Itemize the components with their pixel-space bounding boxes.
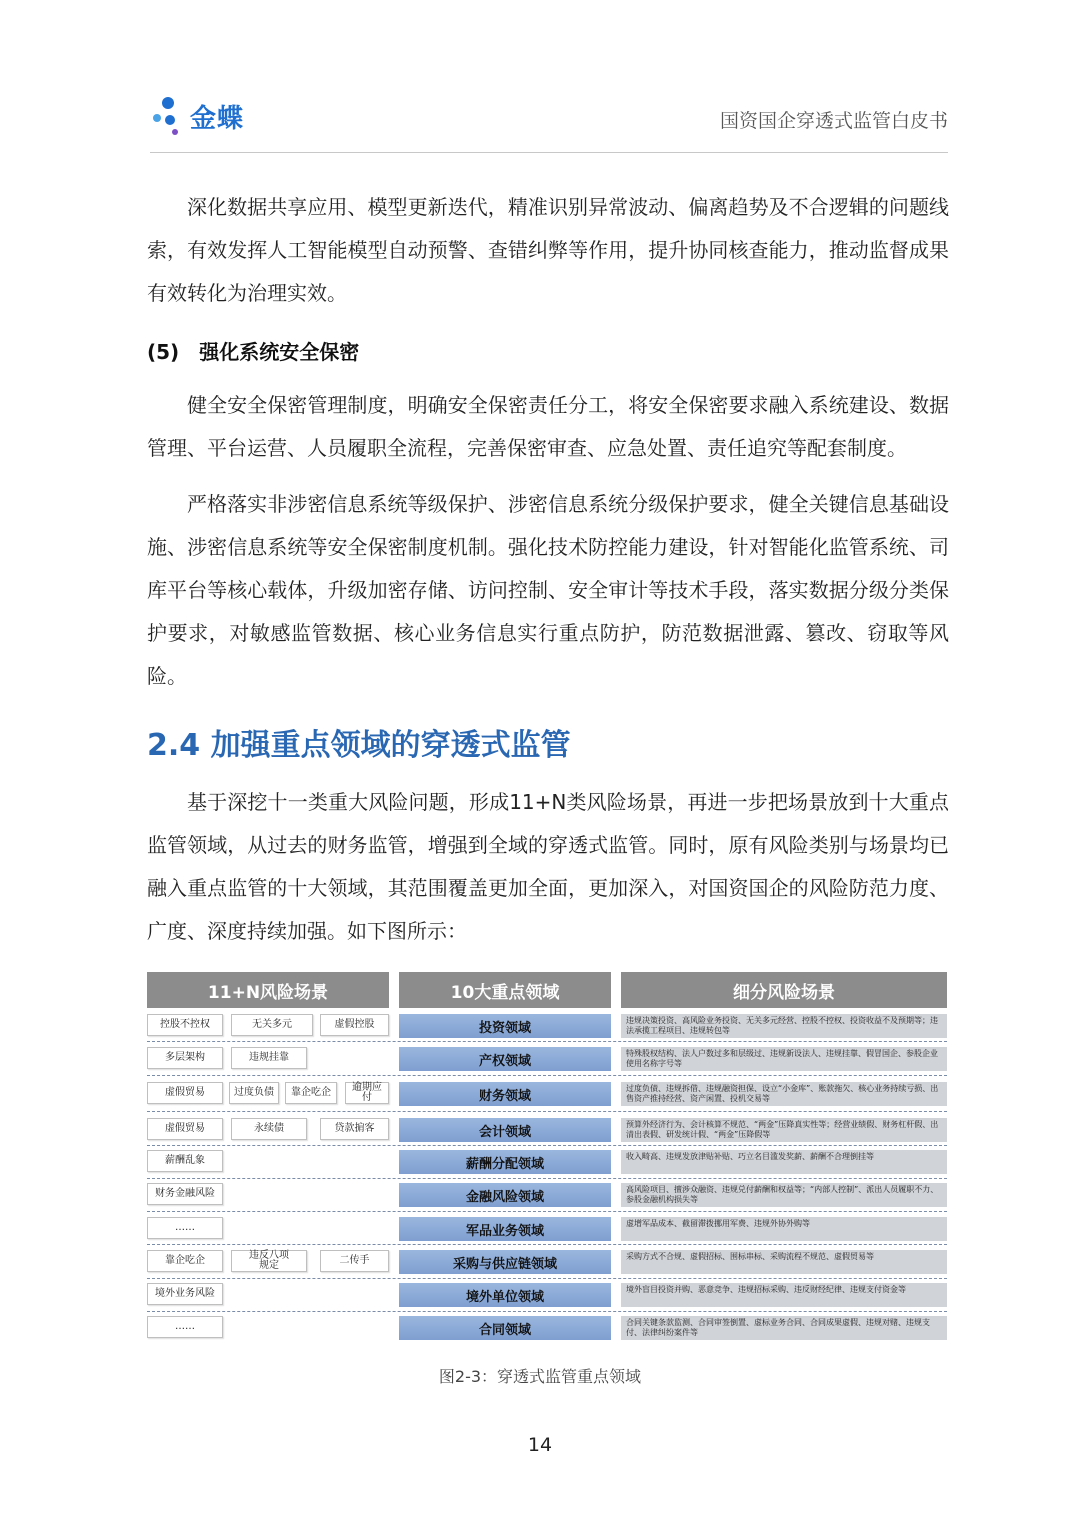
- risk-scene-box: 贷款掮客: [320, 1118, 389, 1140]
- risk-scene-box: 薪酬乱象: [147, 1150, 223, 1172]
- row-divider: [147, 1244, 947, 1245]
- key-area-box: 境外单位领域: [399, 1283, 611, 1307]
- risk-scene-box: ……: [147, 1217, 223, 1239]
- risk-scene-box: 违反八项规定: [231, 1250, 307, 1272]
- page-number: 14: [527, 1434, 553, 1456]
- risk-scene-box: 控股不控权: [147, 1014, 223, 1036]
- logo-dots-icon: [150, 94, 190, 138]
- figure-row: [147, 1217, 947, 1246]
- key-area-box: 合同领域: [399, 1316, 611, 1340]
- risk-scene-box: 财务金融风险: [147, 1183, 223, 1205]
- sub-scene-box: 违规决策投资、高风险业务投资、无关多元经营、控股不控权、投资收益不及预期等；违法承揽工程项目、违规转包等: [621, 1014, 947, 1038]
- row-divider: [147, 1145, 947, 1146]
- key-area-box: 薪酬分配领域: [399, 1150, 611, 1174]
- sub-scene-box: 过度负债、违规拆借、违规融资担保、设立“小金库”、账款拖欠、核心业务持续亏损、出售资产推持经营、资产闲置、投机交易等: [621, 1082, 947, 1106]
- row-divider: [147, 1041, 947, 1042]
- kingdee-logo: [150, 92, 280, 142]
- key-area-box: 采购与供应链领域: [399, 1250, 611, 1274]
- document-title: 国资国企穿透式监管白皮书: [719, 110, 948, 132]
- figure-caption: 图2-3：穿透式监管重点领域: [438, 1367, 642, 1386]
- row-divider: [147, 1075, 947, 1076]
- key-area-box: 投资领域: [399, 1014, 611, 1038]
- sub-scene-box: 采购方式不合规、虚假招标、围标串标、采购流程不规范、虚假贸易等: [621, 1250, 947, 1274]
- risk-scene-box: 靠企吃企: [285, 1082, 337, 1104]
- figure-row: [147, 1118, 947, 1147]
- risk-scene-box: 靠企吃企: [147, 1250, 223, 1272]
- risk-scene-box: 永续债: [231, 1118, 307, 1140]
- key-areas-figure: [147, 972, 947, 1344]
- risk-scene-box: 虚假控股: [320, 1014, 389, 1036]
- risk-scene-box: 无关多元: [231, 1014, 313, 1036]
- sub-scene-box: 特殊股权结构、法人户数过多和层级过、违规新设法人、违规挂靠、假冒国企、参股企业使用名称字号等: [621, 1047, 947, 1071]
- header-divider: [150, 152, 948, 153]
- risk-scene-box: ……: [147, 1316, 223, 1338]
- paragraph-protection: 严格落实非涉密信息系统等级保护、涉密信息系统分级保护要求，健全关键信息基础设施、涉密信息系统等安全保密制度机制。强化技术防控能力建设，针对智能化监管系统、司库平台等核心载体，升级加密存储、访问控制、安全审计等技术手段，落实数据分级分类保护要求，对敏感监管数据、核心业务信息实行重点防护，防范数据泄露、篡改、窃取等风险。: [147, 492, 949, 688]
- sub-scene-box: 预算外经济行为、会计核算不规范、“两金”压降真实性等；经营业绩假、财务杠杆假、出清出表假、研发统计假、“两金”压降假等: [621, 1118, 947, 1142]
- figure-row: [147, 1316, 947, 1345]
- risk-scene-box: 过度负债: [229, 1082, 279, 1104]
- key-area-box: 会计领域: [399, 1118, 611, 1142]
- key-area-box: 金融风险领域: [399, 1183, 611, 1207]
- risk-scene-box: 违规挂靠: [231, 1047, 307, 1069]
- column-header-key-areas: 10大重点领域: [399, 972, 611, 1008]
- row-divider: [147, 1311, 947, 1312]
- figure-row: [147, 1283, 947, 1312]
- figure-row: [147, 1183, 947, 1212]
- risk-scene-box: 多层架构: [147, 1047, 223, 1069]
- page-header: [150, 92, 948, 152]
- sub-scene-box: 虚增军品成本、截留滞拨挪用军费、违规外协外购等: [621, 1217, 947, 1241]
- risk-scene-box: 逾期应付: [345, 1082, 389, 1104]
- key-area-box: 产权领域: [399, 1047, 611, 1071]
- key-area-box: 军品业务领域: [399, 1217, 611, 1241]
- figure-row: [147, 1250, 947, 1279]
- risk-scene-box: 虚假贸易: [147, 1082, 223, 1104]
- risk-scene-box: 虚假贸易: [147, 1118, 223, 1140]
- risk-scene-box: 境外业务风险: [147, 1283, 223, 1305]
- sub-scene-box: 收入畸高、违规发放津贴补贴、巧立名目滥发奖薪、薪酬不合理倒挂等: [621, 1150, 947, 1174]
- logo-text: 金蝶: [190, 104, 245, 134]
- figure-row: [147, 1047, 947, 1076]
- row-divider: [147, 1111, 947, 1112]
- paragraph-security-system: 健全安全保密管理制度，明确安全保密责任分工，将安全保密要求融入系统建设、数据管理、平台运营、人员履职全流程，完善保密审查、应急处置、责任追究等配套制度。: [147, 393, 949, 460]
- row-divider: [147, 1278, 947, 1279]
- figure-row: [147, 1150, 947, 1179]
- sub-scene-box: 合同关键条款监测、合同审签倒置、虚标业务合同、合同成果虚假、违规对赌、违规支付、法律纠纷案件等: [621, 1316, 947, 1340]
- section-heading: 2.4 加强重点领域的穿透式监管: [147, 728, 571, 763]
- key-area-box: 财务领域: [399, 1082, 611, 1106]
- paragraph-data-sharing: 深化数据共享应用、模型更新迭代，精准识别异常波动、偏离趋势及不合逻辑的问题线索，有效发挥人工智能模型自动预警、查错纠弊等作用，提升协同核查能力，推动监督成果有效转化为治理实效。: [147, 195, 949, 305]
- figure-row: [147, 1082, 947, 1111]
- figure-row: [147, 1014, 947, 1043]
- subheading-security: (5) 强化系统安全保密: [147, 340, 360, 364]
- sub-scene-box: 境外盲目投资并购、恶意竞争、违规招标采购、违反财经纪律、违规支付资金等: [621, 1283, 947, 1307]
- row-divider: [147, 1211, 947, 1212]
- column-header-risk-scenes: 11+N风险场景: [147, 972, 389, 1008]
- paragraph-key-areas: 基于深挖十一类重大风险问题，形成11+N类风险场景，再进一步把场景放到十大重点监管领域，从过去的财务监管，增强到全域的穿透式监管。同时，原有风险类别与场景均已融入重点监管的十大领域，其范围覆盖更加全面，更加深入，对国资国企的风险防范力度、广度、深度持续加强。如下图所示：: [147, 790, 949, 943]
- column-header-sub-scenes: 细分风险场景: [621, 972, 947, 1008]
- row-divider: [147, 1178, 947, 1179]
- risk-scene-box: 二传手: [320, 1250, 389, 1272]
- sub-scene-box: 高风险项目、擅涉众融资、违规兑付薪酬和权益等；“内部人控制”、派出人员履职不力、参股金融机构损失等: [621, 1183, 947, 1207]
